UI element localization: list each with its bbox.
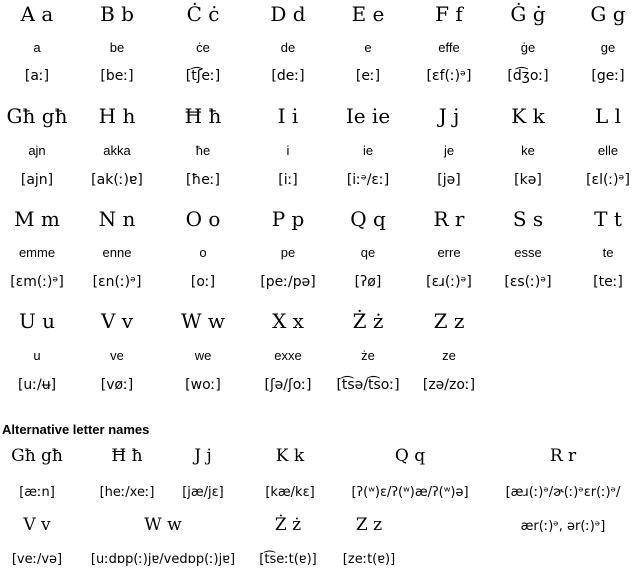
letter-name: u xyxy=(33,348,41,363)
letter-glyph: T t xyxy=(594,207,622,231)
letter-name: we xyxy=(194,348,212,363)
letter-glyph: D d xyxy=(270,2,306,26)
letter-glyph: Ħ ħ xyxy=(184,104,222,128)
letter-ipa: [ɛɹ(ː)ᵊ] xyxy=(426,274,472,290)
letter-glyph: G g xyxy=(590,2,626,26)
letter-name: ajn xyxy=(28,143,46,158)
alt-ipa-r-continued: ær(ː)ᵊ, ər(ː)ᵊ] xyxy=(520,519,606,534)
alternative-names-heading: Alternative letter names xyxy=(2,422,150,437)
letter-glyph: S s xyxy=(512,207,544,231)
letter-name: erre xyxy=(437,245,461,260)
letter-name: ħe xyxy=(195,143,211,158)
letter-ipa: [uː/ʉ] xyxy=(17,377,57,393)
letter-name: je xyxy=(443,143,455,158)
letter-name: ge xyxy=(600,40,616,55)
letter-name: e xyxy=(364,40,372,55)
letter-ipa: [aː] xyxy=(24,68,50,84)
letter-glyph: O o xyxy=(185,207,221,231)
letter-ipa: [woː] xyxy=(185,377,221,393)
letter-name: effe xyxy=(438,40,460,55)
letter-ipa: [t͡ʃeː] xyxy=(185,68,221,84)
alt-ipa-z: [zeːt(ɐ)] xyxy=(342,552,396,567)
alt-letter-w: W w xyxy=(144,515,182,535)
letter-name: te xyxy=(602,245,614,260)
letter-name: że xyxy=(361,348,375,363)
letter-glyph: K k xyxy=(511,104,545,128)
letter-name: ie xyxy=(362,143,374,158)
alt-letter-gh: Għ għ xyxy=(11,446,63,466)
letter-ipa: [ħeː] xyxy=(186,172,220,188)
letter-ipa: [eː] xyxy=(355,68,381,84)
letter-ipa: [ajn] xyxy=(20,172,54,188)
letter-glyph: U u xyxy=(18,309,56,333)
letter-name: elle xyxy=(597,143,619,158)
alt-ipa-r: [æɹ(ː)ᵊ/ɚ(ː)ᵊɛr(ː)ᵊ/ xyxy=(505,485,621,500)
letter-glyph: Z z xyxy=(433,309,465,333)
letter-glyph: H h xyxy=(98,104,136,128)
letter-glyph: Ż ż xyxy=(352,309,384,333)
letter-glyph: Q q xyxy=(350,207,386,231)
letter-glyph: Ie ie xyxy=(345,104,391,128)
alt-letter-h-bar: Ħ ħ xyxy=(111,446,143,466)
letter-ipa: [ʃə/ʃoː] xyxy=(264,377,312,393)
letter-name: enne xyxy=(102,245,132,260)
alt-letter-j: J j xyxy=(194,446,212,466)
letter-ipa: [d͡ʒoː] xyxy=(507,68,549,84)
letter-glyph: F f xyxy=(435,2,463,26)
letter-ipa: [iːᵊ/ɛː] xyxy=(346,172,390,188)
letter-ipa: [ɛn(ː)ᵊ] xyxy=(92,274,142,290)
letter-glyph: M m xyxy=(14,207,60,231)
alt-ipa-gh: [æːn] xyxy=(19,485,55,500)
letter-ipa: [zə/zoː] xyxy=(422,377,476,393)
letter-name: ke xyxy=(521,143,535,158)
letter-ipa: [ak(ː)ɐ] xyxy=(91,172,143,188)
alt-ipa-z-dot: [t͡seːt(ɐ)] xyxy=(259,552,317,567)
letter-name: esse xyxy=(514,245,542,260)
letter-ipa: [t͡sə/t͡soː] xyxy=(336,377,400,393)
alt-ipa-k: [kæ/kɛ] xyxy=(265,485,315,500)
letter-name: ċe xyxy=(196,40,210,55)
alt-ipa-j: [jæ/jɛ] xyxy=(182,485,224,500)
letter-glyph: Ġ ġ xyxy=(510,2,546,26)
letter-name: emme xyxy=(18,245,56,260)
letter-ipa: [peː/pə] xyxy=(260,274,316,290)
letter-glyph: W w xyxy=(180,309,226,333)
letter-name: ve xyxy=(110,348,124,363)
letter-glyph: B b xyxy=(100,2,134,26)
alt-ipa-v: [veː/və] xyxy=(11,552,63,567)
letter-ipa: [teː] xyxy=(593,274,623,290)
alt-letter-v: V v xyxy=(23,515,51,535)
letter-ipa: [kə] xyxy=(514,172,542,188)
letter-name: akka xyxy=(103,143,131,158)
letter-name: exxe xyxy=(274,348,302,363)
letter-glyph: E e xyxy=(351,2,385,26)
letter-ipa: [oː] xyxy=(190,274,216,290)
alt-letter-r: R r xyxy=(549,446,577,466)
letter-name: be xyxy=(109,40,125,55)
letter-glyph: V v xyxy=(100,309,134,333)
alt-letter-z: Z z xyxy=(355,515,383,535)
letter-name: a xyxy=(33,40,41,55)
letter-name: de xyxy=(280,40,296,55)
alt-ipa-w: [uːdɒp(ː)jɐ/vedɒp(ː)jɐ] xyxy=(90,552,236,567)
alt-letter-z-dot: Ż ż xyxy=(274,515,302,535)
letter-glyph: R r xyxy=(433,207,465,231)
letter-ipa: [iː] xyxy=(278,172,298,188)
letter-glyph: L l xyxy=(594,104,622,128)
letter-ipa: [vøː] xyxy=(100,377,134,393)
letter-glyph: A a xyxy=(20,2,54,26)
letter-name: pe xyxy=(280,245,296,260)
letter-ipa: [ɛs(ː)ᵊ] xyxy=(504,274,552,290)
letter-name: qe xyxy=(360,245,376,260)
letter-glyph: I i xyxy=(277,104,299,128)
letter-glyph: Għ għ xyxy=(6,104,68,128)
letter-name: ze xyxy=(442,348,456,363)
letter-ipa: [ɛm(ː)ᵊ] xyxy=(10,274,64,290)
letter-glyph: J j xyxy=(438,104,460,128)
letter-name: ġe xyxy=(520,40,536,55)
letter-glyph: N n xyxy=(98,207,136,231)
letter-ipa: [beː] xyxy=(100,68,134,84)
alt-ipa-h-bar: [heː/xeː] xyxy=(99,485,155,500)
alt-letter-k: K k xyxy=(275,446,305,466)
alt-ipa-q: [ʔ(ʷ)ɛ/ʔ(ʷ)æ/ʔ(ʷ)ə] xyxy=(351,485,469,500)
letter-glyph: Ċ ċ xyxy=(186,2,220,26)
letter-name: i xyxy=(286,143,290,158)
letter-ipa: [ɛl(ː)ᵊ] xyxy=(586,172,630,188)
letter-ipa: [jə] xyxy=(437,172,461,188)
letter-glyph: P p xyxy=(271,207,305,231)
letter-ipa: [ɛf(ː)ᵊ] xyxy=(426,68,472,84)
alt-letter-q: Q q xyxy=(394,446,426,466)
letter-ipa: [deː] xyxy=(271,68,305,84)
letter-glyph: X x xyxy=(272,309,304,333)
letter-ipa: [ʔø] xyxy=(354,274,382,290)
letter-name: o xyxy=(199,245,207,260)
letter-ipa: [geː] xyxy=(591,68,625,84)
